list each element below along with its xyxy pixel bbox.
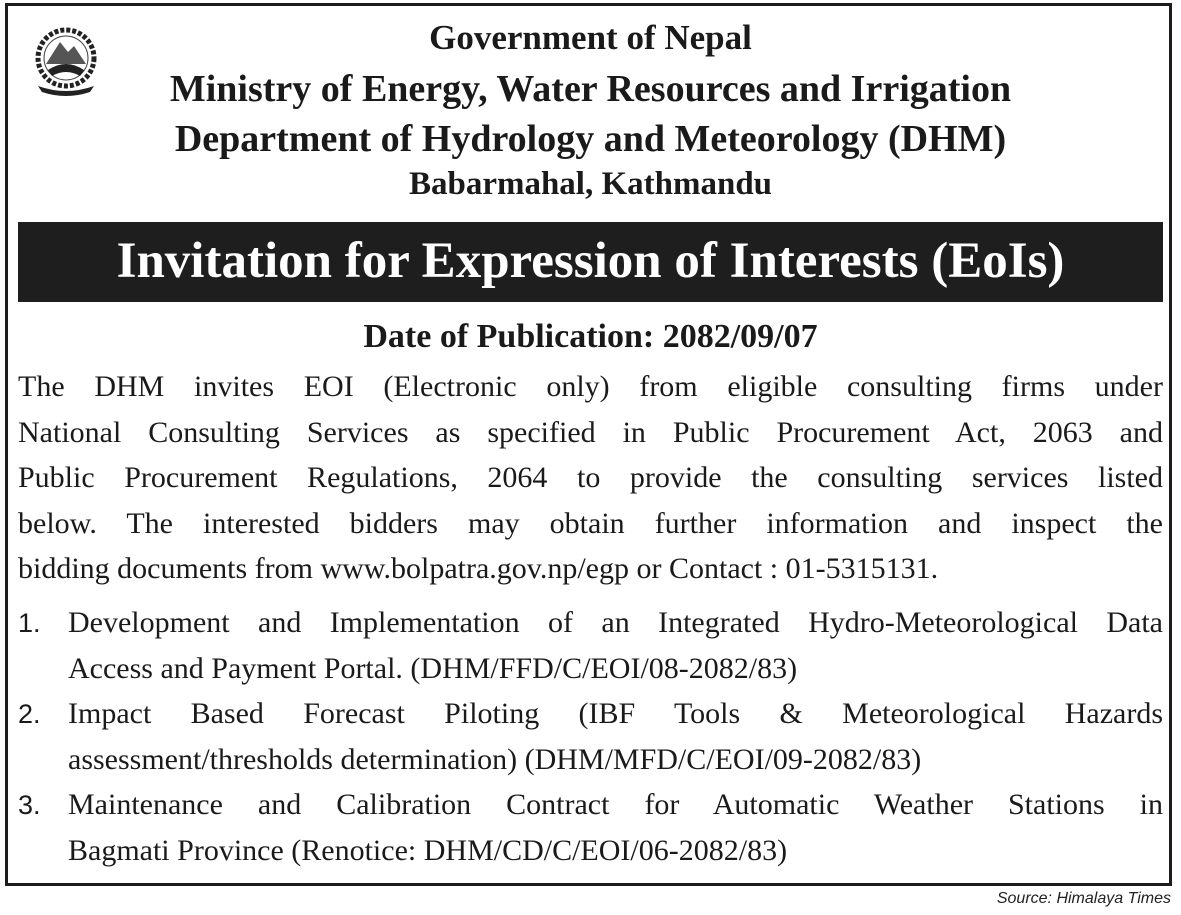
item-line: assessment/thresholds determination) (DHM/MFD/C/EOI/09-2082/83) [68,742,922,776]
body-line: The DHM invites EOI (Electronic only) from eligible consulting firms under [18,370,1163,403]
body-line: below. The interested bidders may obtain further information and inspect the [18,506,1163,540]
source-credit: Source: Himalaya Times [996,890,1171,907]
item-number: 3. [18,790,41,820]
item-line: Maintenance and Calibration Contract for Automatic Weather Stations in [68,788,1163,821]
item-number: 2. [18,699,41,729]
body-line: National Consulting Services as specified in Public Procurement Act, 2063 and [18,415,1163,449]
list-item [18,693,1163,784]
notice-title-banner: Invitation for Expression of Interests (EoIs) [18,222,1163,302]
services-list [18,602,1163,875]
item-line: Development and Implementation of an Integrated Hydro-Meteorological Data [68,606,1163,639]
publication-date: Date of Publication: 2082/09/07 [363,318,818,355]
list-item [18,602,1163,693]
notice-body [18,366,1163,594]
ministry-heading: Ministry of Energy, Water Resources and Irrigation [169,68,1012,110]
list-item [18,784,1163,875]
department-heading: Department of Hydrology and Meteorology (DHM) [174,118,1007,160]
address-heading: Babarmahal, Kathmandu [408,166,773,202]
body-line: bidding documents from www.bolpatra.gov.np/egp or Contact : 01-5315131. [18,552,939,585]
body-line: Public Procurement Regulations, 2064 to provide the consulting services listed [18,461,1163,494]
government-heading: Government of Nepal [429,18,752,57]
item-number: 1. [18,608,41,638]
item-line: Access and Payment Portal. (DHM/FFD/C/EOI/08-2082/83) [68,651,798,685]
item-line: Bagmati Province (Renotice: DHM/CD/C/EOI/06-2082/83) [68,833,788,867]
item-line: Impact Based Forecast Piloting (IBF Tools & Meteorological Hazards [68,697,1163,730]
